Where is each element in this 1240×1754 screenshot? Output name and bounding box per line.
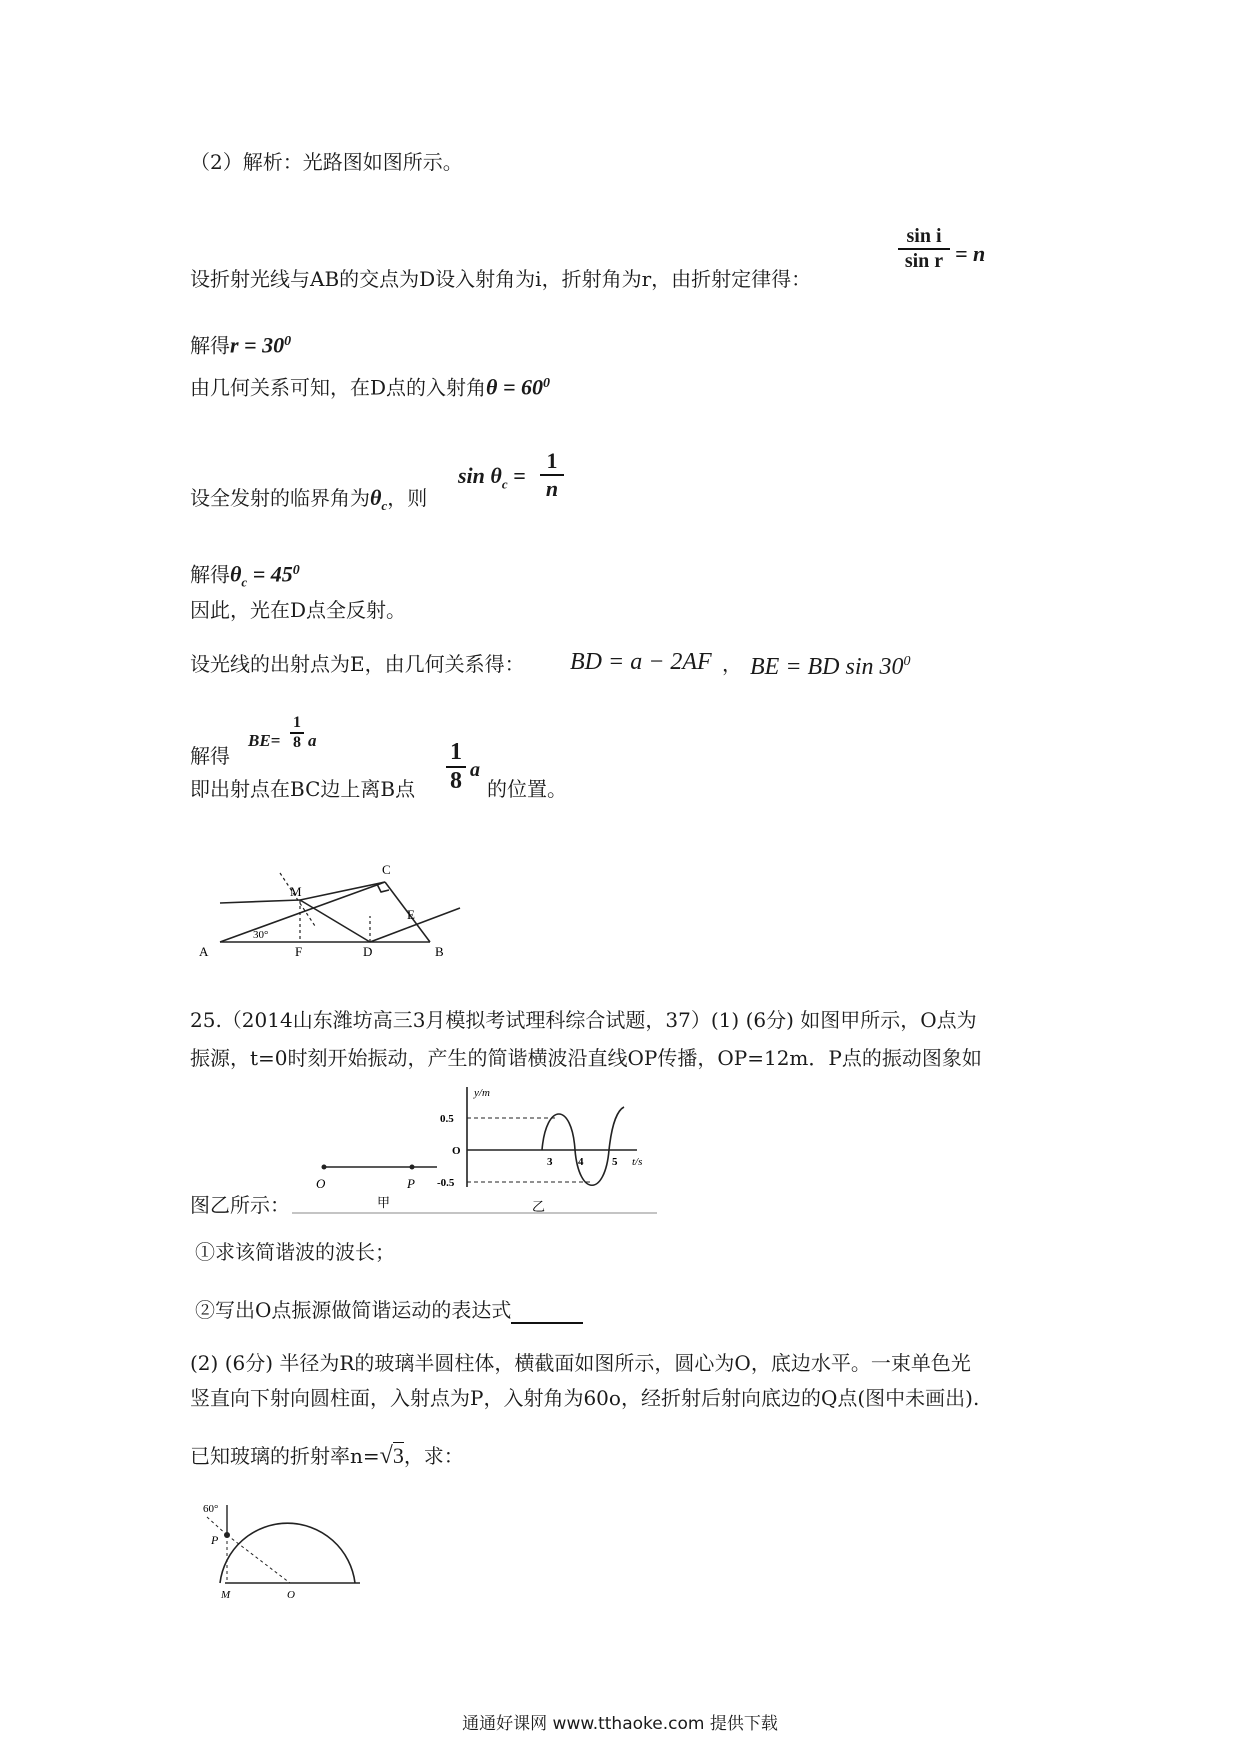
r-value: r = 30 [230,332,285,358]
solve-label-r [190,328,291,360]
critical-angle-line [190,484,427,520]
comma-sep: ， [722,652,742,676]
tick-t3: 3 [547,1156,553,1168]
wave-vibration-figure [292,1082,662,1217]
label-yi: 乙 [532,1199,546,1214]
sqrt-3-value: 3 [392,1443,404,1468]
label-M-semi: M [221,1589,231,1601]
critical-fraction [540,448,564,502]
label-O-semi: O [287,1589,295,1601]
fig-yi-caption: 图乙所示： [190,1193,290,1217]
label-O-line: O [316,1176,326,1191]
label-60-deg: 60° [203,1503,219,1515]
eq-bd: BD = a − 2AF [570,649,712,675]
label-E: E [407,907,415,922]
answer-blank [511,1302,583,1324]
tick-t4: 4 [578,1156,584,1168]
label-y-axis: y/m [474,1087,490,1099]
critical-numerator: 1 [546,448,558,473]
snell-numerator: sin i [906,225,942,247]
thetac-value: = 45 [247,561,293,587]
snell-fraction [898,225,950,273]
total-reflection-text: 因此，光在D点全反射。 [190,598,407,622]
theta-c-sub: c [381,498,388,513]
point-P [410,1165,415,1170]
part2-line-3: 已知玻璃的折射率n=√3，求： [190,1443,464,1469]
critical-text: 设全发射的临界角为 [190,486,370,510]
theta-c-symbol: θ [370,485,382,510]
label-jia: 甲 [377,1195,391,1210]
exit-fraction: $\frac{1}{8}$ [446,739,466,795]
label-C: C [382,862,391,877]
point-P-dot [224,1532,230,1538]
exit-position-text-b: 的位置。 [487,777,567,801]
snell-denominator: sin r [898,248,950,273]
label-A: A [199,944,209,959]
be-solve-label: 解得 [190,744,230,768]
label-M: M [290,884,302,899]
exit-point-line: 设光线的出射点为E，由几何关系得： [190,652,525,676]
label-P-line: P [407,1176,415,1191]
refraction-setup-text: 设折射光线与AB的交点为D设入射角为i，折射角为r，由折射定律得： [190,267,812,291]
q25-line-1: 25.（2014山东潍坊高三3月模拟考试理科综合试题，37）(1) (6分) 如图甲所示，O点为 [190,1008,977,1032]
label-t-axis: t/s [632,1156,643,1168]
label-D: D [363,944,373,959]
be-lhs: BE= [248,731,281,750]
part2-line-2: 竖直向下射向圆柱面，入射点为P，入射角为60o，经折射后射向底边的Q点(图中未画出). [190,1386,980,1410]
part2-line-1: (2) (6分) 半径为R的玻璃半圆柱体，横截面如图所示，圆心为O，底边水平。一束单色光 [190,1351,971,1375]
prism-light-path-figure [195,838,475,968]
label-F: F [295,944,303,959]
thetac-solve-line: 解得$\theta_c = 45^0$ [190,561,300,590]
label-B: B [435,944,444,959]
theta-value: θ = 60 [486,374,544,400]
tick-t5: 5 [612,1156,618,1168]
r-degree: 0 [284,334,292,349]
subquestion-1: ①求该简谐波的波长； [195,1240,395,1264]
theta-line [190,370,550,402]
tick-origin: O [452,1145,461,1157]
sqrt-symbol: √ [379,1443,393,1469]
subquestion-2: ②写出O点振源做简谐运动的表达式 [195,1296,583,1324]
section-2-heading: （2）解析：光路图如图所示。 [190,150,463,174]
theta-degree: 0 [543,376,551,391]
exit-position-text-a: 即出射点在BC边上离B点 [190,777,416,801]
page-footer: 通通好课网 www.tthaoke.com 提供下载 [462,1714,778,1734]
be-var: a [308,731,317,750]
then-text: ，则 [387,486,428,510]
exit-var: a [470,759,480,781]
critical-denominator: n [540,474,564,502]
be-fraction: $\frac{1}{8}$ [290,714,304,752]
label-P-semi: P [211,1533,219,1547]
semicircle-figure [190,1500,370,1605]
critical-lhs: $\sin \theta_c$ = [458,463,526,492]
snell-rhs: = n [955,241,986,266]
theta-text: 由几何关系可知，在D点的入射角 [190,375,487,400]
eq-be-line: BE = BD $\sin 30^0$ [750,654,911,680]
jiede-label: 解得 [190,333,230,358]
q25-line-2: 振源，t=0时刻开始振动，产生的简谐横波沿直线OP传播，OP=12m．P点的振动图象如 [190,1046,982,1070]
label-30-deg: 30° [253,929,269,941]
tick-minus-0-5: -0.5 [437,1177,455,1189]
point-O [322,1165,327,1170]
tick-0-5: 0.5 [440,1113,454,1125]
